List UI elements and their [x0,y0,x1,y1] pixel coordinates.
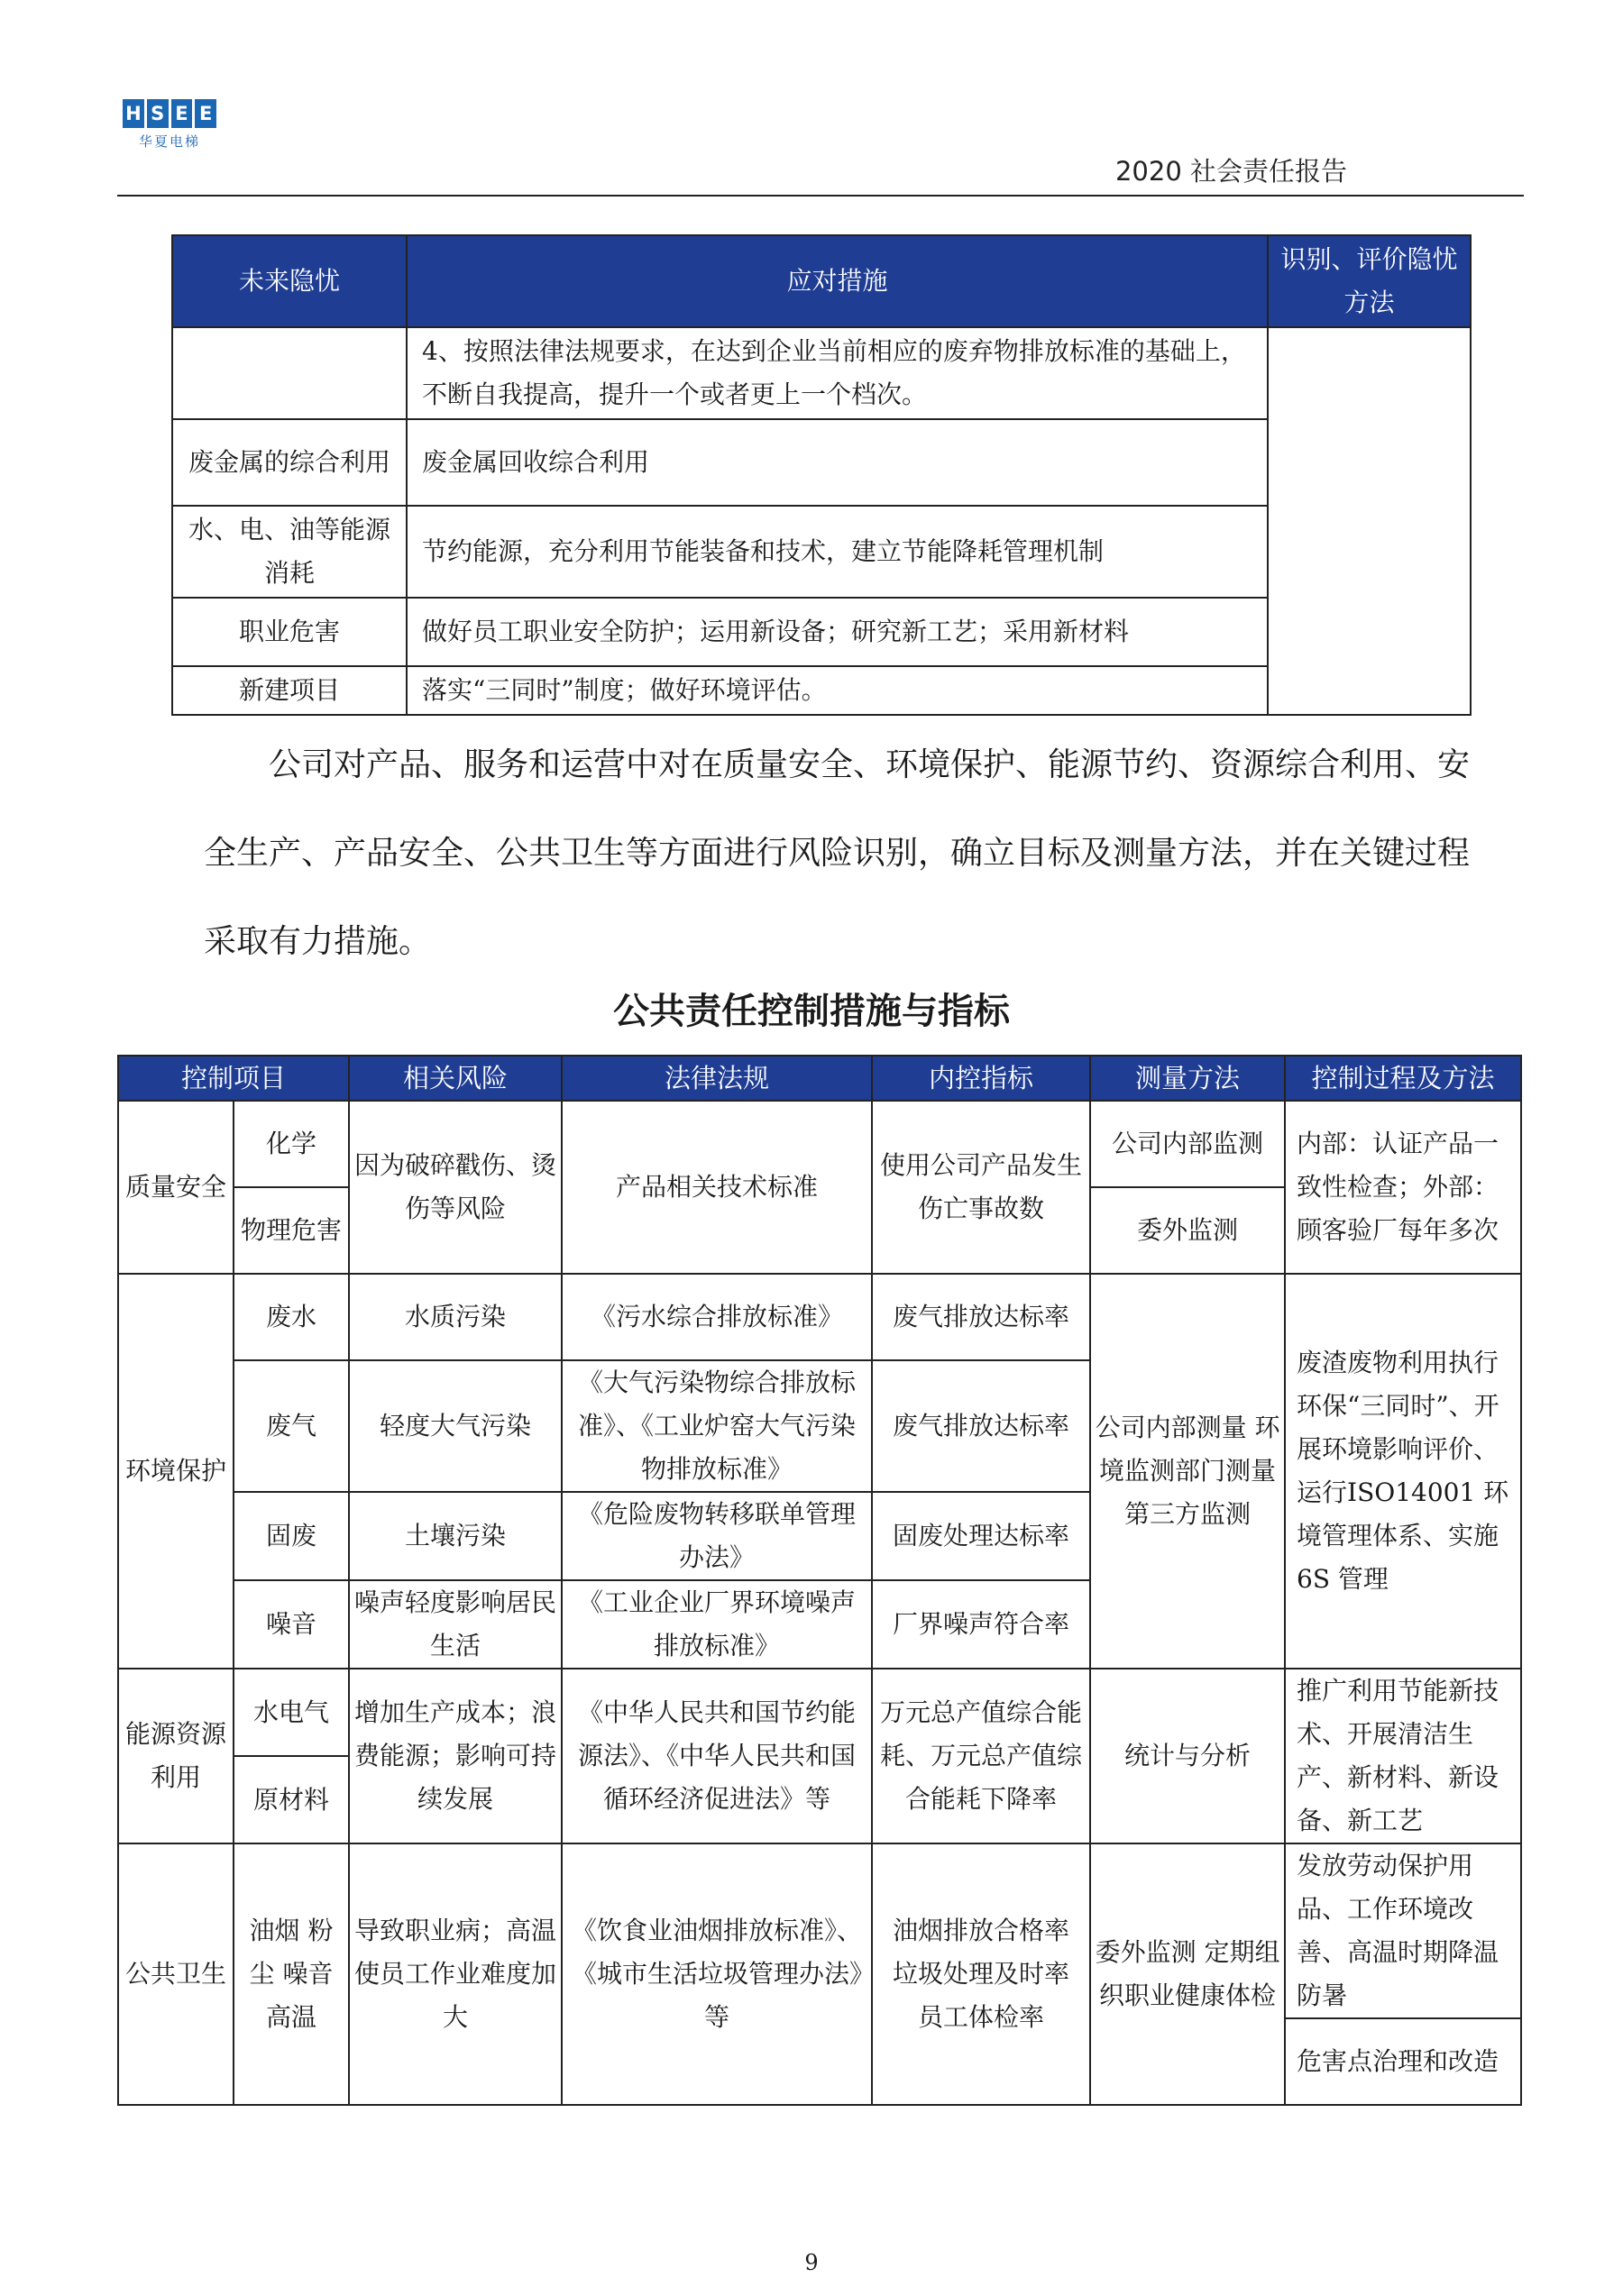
control-table-header: 控制过程及方法 [1285,1056,1521,1101]
risk-cell: 职业危害 [172,598,407,666]
subitem-cell: 水电气 [234,1669,349,1756]
indicator-cell: 使用公司产品发生伤亡事故数 [872,1101,1090,1274]
control-table-header: 相关风险 [349,1056,562,1101]
process-cell: 内部：认证产品一致性检查；外部：顾客验厂每年多次 [1285,1101,1521,1274]
logo-letter: E [171,99,193,128]
body-paragraph [204,721,1484,986]
risk-table [171,234,1472,716]
indicator-cell: 厂界噪声符合率 [872,1580,1090,1669]
law-cell: 《污水综合排放标准》 [562,1274,872,1360]
law-cell: 《危险废物转移联单管理办法》 [562,1492,872,1580]
control-table-header: 法律法规 [562,1056,872,1101]
page-number: 9 [804,2250,819,2275]
table-row [118,1101,1521,1187]
subitem-cell: 废水 [234,1274,349,1360]
category-cell: 质量安全 [118,1101,234,1274]
logo-letter: H [123,99,144,128]
section-title: 公共责任控制措施与指标 [613,991,1010,1032]
risk-cell: 噪声轻度影响居民生活 [349,1580,562,1669]
process-cell: 危害点治理和改造 [1285,2018,1521,2105]
indicator-cell: 废气排放达标率 [872,1274,1090,1360]
table-row [118,1274,1521,1360]
subitem-cell: 化学 [234,1101,349,1187]
measure-cell: 节约能源，充分利用节能装备和技术，建立节能降耗管理机制 [407,506,1268,598]
subitem-cell: 废气 [234,1360,349,1492]
risk-table-header: 应对措施 [407,235,1268,327]
control-table-header: 测量方法 [1090,1056,1285,1101]
logo-letter: E [195,99,216,128]
measure-cell: 公司内部测量 环境监测部门测量 第三方监测 [1090,1274,1285,1669]
control-table [117,1055,1522,2106]
risk-cell: 水、电、油等能源消耗 [172,506,407,598]
law-cell: 《工业企业厂界环境噪声排放标准》 [562,1580,872,1669]
control-table-header: 内控指标 [872,1056,1090,1101]
measure-cell: 统计与分析 [1090,1669,1285,1843]
subitem-cell: 油烟 粉尘 噪音 高温 [234,1843,349,2105]
risk-cell: 土壤污染 [349,1492,562,1580]
control-table-header: 控制项目 [118,1056,349,1101]
process-cell: 发放劳动保护用品、工作环境改善、高温时期降温防暑 [1285,1843,1521,2018]
process-cell: 废渣废物利用执行环保“三同时”、开展环境影响评价、运行ISO14001 环境管理体系、实施6S 管理 [1285,1274,1521,1669]
measure-cell: 废金属回收综合利用 [407,419,1268,506]
logo-letters [123,99,216,128]
subitem-cell: 物理危害 [234,1187,349,1274]
measure-cell: 落实“三同时”制度；做好环境评估。 [407,666,1268,715]
risk-cell: 新建项目 [172,666,407,715]
process-cell: 推广利用节能新技术、开展清洁生产、新材料、新设备、新工艺 [1285,1669,1521,1843]
indicator-cell: 废气排放达标率 [872,1360,1090,1492]
category-cell: 能源资源利用 [118,1669,234,1843]
logo-caption: 华夏电梯 [138,133,200,150]
indicator-cell: 油烟排放合格率 垃圾处理及时率 员工体检率 [872,1843,1090,2105]
risk-table-header: 识别、评价隐忧方法 [1268,235,1471,327]
measure-cell: 4、按照法律法规要求，在达到企业当前相应的废弃物排放标准的基础上，不断自我提高，提升一个或者更上一个档次。 [407,327,1268,419]
table-row [118,1669,1521,1756]
risk-cell: 因为破碎戳伤、烫伤等风险 [349,1101,562,1274]
company-logo [123,99,216,151]
subitem-cell: 噪音 [234,1580,349,1669]
category-cell: 环境保护 [118,1274,234,1669]
header-divider [117,195,1524,197]
law-cell: 《大气污染物综合排放标准》、《工业炉窑大气污染物排放标准》 [562,1360,872,1492]
table-row [172,327,1471,419]
measure-cell: 委外监测 [1090,1187,1285,1274]
table-row [118,1843,1521,2018]
law-cell: 《饮食业油烟排放标准》、《城市生活垃圾管理办法》等 [562,1843,872,2105]
risk-cell: 废金属的综合利用 [172,419,407,506]
risk-cell: 导致职业病；高温使员工作业难度加大 [349,1843,562,2105]
risk-cell: 水质污染 [349,1274,562,1360]
risk-cell [172,327,407,419]
indicator-cell: 固废处理达标率 [872,1492,1090,1580]
category-cell: 公共卫生 [118,1843,234,2105]
measure-cell: 公司内部监测 [1090,1101,1285,1187]
method-cell [1268,327,1471,715]
subitem-cell: 原材料 [234,1756,349,1843]
paragraph-text: 公司对产品、服务和运营中对在质量安全、环境保护、能源节约、资源综合利用、安全生产、产品安全、公共卫生等方面进行风险识别，确立目标及测量方法，并在关键过程采取有力措施。 [204,746,1471,960]
risk-table-header: 未来隐忧 [172,235,407,327]
logo-letter: S [147,99,169,128]
subitem-cell: 固废 [234,1492,349,1580]
report-title: 2020 社会责任报告 [1114,156,1347,187]
indicator-cell: 万元总产值综合能耗、万元总产值综合能耗下降率 [872,1669,1090,1843]
risk-cell: 增加生产成本；浪费能源；影响可持续发展 [349,1669,562,1843]
law-cell: 《中华人民共和国节约能源法》、《中华人民共和国循环经济促进法》等 [562,1669,872,1843]
risk-cell: 轻度大气污染 [349,1360,562,1492]
law-cell: 产品相关技术标准 [562,1101,872,1274]
measure-cell: 委外监测 定期组织职业健康体检 [1090,1843,1285,2105]
measure-cell: 做好员工职业安全防护；运用新设备；研究新工艺；采用新材料 [407,598,1268,666]
